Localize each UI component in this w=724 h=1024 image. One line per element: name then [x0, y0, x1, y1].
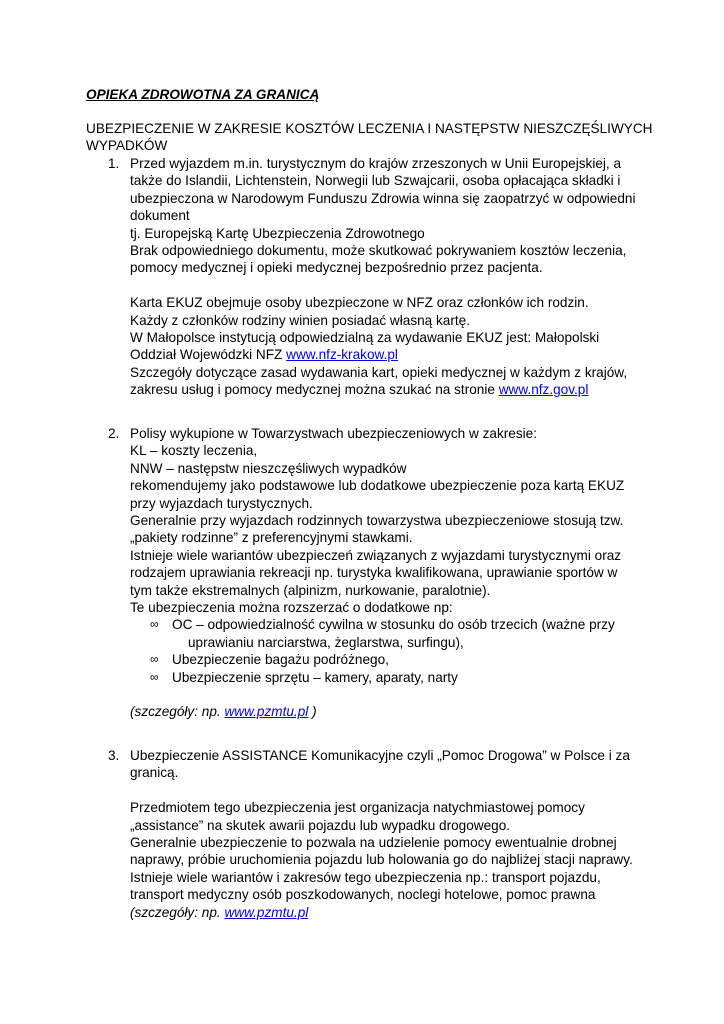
- paragraph-line: [130, 381, 646, 398]
- infinity-bullet-icon: ∞: [150, 617, 159, 632]
- details-prefix: (szczegóły: np.: [130, 704, 225, 720]
- paragraph-line: W Małopolsce instytucją odpowiedzialną za wydawanie EKUZ jest: Małopolski: [130, 330, 600, 346]
- pzmtu-link[interactable]: www.pzmtu.pl: [224, 904, 309, 920]
- bullet-text: Ubezpieczenie sprzętu – kamery, aparaty, narty: [172, 669, 458, 685]
- paragraph-line: Szczegóły dotyczące zasad wydawania kart, opieki medycznej w każdym z krajów,: [130, 364, 628, 380]
- infinity-bullet-icon: ∞: [150, 669, 159, 684]
- paragraph-line: naprawy, próbie uruchomienia pojazdu lub holowania go do najbliżej stacji naprawy.: [130, 852, 633, 868]
- paragraph-line: pomocy medycznej i opieki medycznej bezpośrednio przez pacjenta.: [130, 260, 543, 276]
- details-suffix: ): [308, 704, 317, 720]
- paragraph-line: „assistance” na skutek awarii pojazdu lub wypadku drogowego.: [130, 817, 511, 833]
- paragraph-line: przy wyjazdach turystycznych.: [130, 495, 313, 511]
- list-item-number: 1.: [108, 156, 120, 171]
- pzmtu-link[interactable]: www.pzmtu.pl: [224, 704, 309, 720]
- paragraph-line: Generalnie ubezpieczenie to pozwala na udzielenie pomocy ewentualnie drobnej: [130, 835, 617, 851]
- section-heading: [86, 120, 653, 155]
- oddzial-text: Oddział Wojewódzki NFZ: [130, 347, 287, 363]
- section-heading-line: WYPADKÓW: [86, 138, 168, 154]
- bullet-item: [130, 651, 646, 668]
- paragraph-line: Każdy z członków rodziny winien posiadać własną kartę.: [130, 312, 471, 328]
- infinity-bullet-icon: ∞: [150, 652, 159, 667]
- bullet-item: [130, 616, 646, 633]
- list-item-1: [86, 155, 646, 399]
- paragraph-line: Te ubezpieczenia można rozszerzać o dodatkowe np:: [130, 600, 453, 616]
- details-line: [130, 703, 646, 720]
- paragraph-line: tj. Europejską Kartę Ubezpieczenia Zdrowotnego: [130, 225, 425, 241]
- nfz-krakow-link[interactable]: www.nfz-krakow.pl: [286, 347, 398, 363]
- paragraph-line: dokument: [130, 208, 190, 224]
- paragraph-line: Istnieje wiele wariantów ubezpieczeń związanych z wyjazdami turystycznymi oraz: [130, 547, 622, 563]
- list-item-body: [130, 747, 646, 921]
- list-item-number: 2.: [108, 426, 120, 441]
- list-item-2: [86, 425, 646, 721]
- bullet-text: OC – odpowiedzialność cywilna w stosunku do osób trzecich (ważne przy: [172, 617, 615, 633]
- list-item-body: [130, 155, 646, 399]
- paragraph-line: „pakiety rodzinne” z preferencyjnymi stawkami.: [130, 530, 413, 546]
- list-item-3: [86, 747, 646, 921]
- list-item-body: [130, 425, 646, 721]
- zakres-text: zakresu usług i pomocy medycznej można szukać na stronie: [130, 382, 499, 398]
- paragraph-line: tym także ekstremalnych (alpinizm, nurkowanie, paralotnie).: [130, 582, 491, 598]
- document-title: OPIEKA ZDROWOTNA ZA GRANICĄ: [86, 87, 320, 102]
- paragraph-line: NNW – następstw nieszczęśliwych wypadków: [130, 460, 407, 476]
- list-item-number: 3.: [108, 748, 120, 763]
- paragraph-line: Ubezpieczenie ASSISTANCE Komunikacyjne czyli „Pomoc Drogowa” w Polsce i za: [130, 748, 630, 763]
- paragraph-line: Brak odpowiedniego dokumentu, może skutkować pokrywaniem kosztów leczenia,: [130, 243, 627, 259]
- bullet-continuation: uprawianiu narciarstwa, żeglarstwa, surfingu),: [188, 634, 464, 650]
- paragraph-line: Generalnie przy wyjazdach rodzinnych towarzystwa ubezpieczeniowe stosują tzw.: [130, 513, 624, 529]
- paragraph-line: granicą.: [130, 765, 179, 781]
- paragraph-line: rekomendujemy jako podstawowe lub dodatkowe ubezpieczenie poza kartą EKUZ: [130, 478, 625, 494]
- paragraph-line: rodzajem uprawiania rekreacji np. turystyka kwalifikowana, uprawianie sportów w: [130, 565, 618, 581]
- paragraph-line: Istnieje wiele wariantów i zakresów tego ubezpieczenia np.: transport pojazdu,: [130, 869, 601, 885]
- paragraph-line: Przedmiotem tego ubezpieczenia jest organizacja natychmiastowej pomocy: [130, 800, 585, 816]
- details-prefix: (szczegóły: np.: [130, 904, 225, 920]
- paragraph-line: transport medyczny osób poszkodowanych, noclegi hotelowe, pomoc prawna: [130, 887, 596, 903]
- details-line: [130, 904, 646, 921]
- paragraph-line: [130, 346, 646, 363]
- nfz-gov-link[interactable]: www.nfz.gov.pl: [498, 382, 589, 398]
- bullet-text: Ubezpieczenie bagażu podróżnego,: [172, 652, 389, 668]
- bullet-item: [130, 669, 646, 686]
- paragraph-line: Karta EKUZ obejmuje osoby ubezpieczone w NFZ oraz członków ich rodzin.: [130, 295, 589, 311]
- paragraph-line: Polisy wykupione w Towarzystwach ubezpieczeniowych w zakresie:: [130, 426, 537, 441]
- section-heading-line: UBEZPIECZENIE W ZAKRESIE KOSZTÓW LECZENIA I NASTĘPSTW NIESZCZĘŚLIWYCH: [86, 121, 653, 136]
- paragraph-line: KL – koszty leczenia,: [130, 443, 258, 459]
- paragraph-line: Przed wyjazdem m.in. turystycznym do krajów zrzeszonych w Unii Europejskiej, a: [130, 156, 622, 171]
- paragraph-line: także do Islandii, Lichtenstein, Norwegii lub Szwajcarii, osoba opłacająca składki i: [130, 173, 621, 189]
- paragraph-line: ubezpieczona w Narodowym Funduszu Zdrowia winna się zaopatrzyć w odpowiedni: [130, 190, 636, 206]
